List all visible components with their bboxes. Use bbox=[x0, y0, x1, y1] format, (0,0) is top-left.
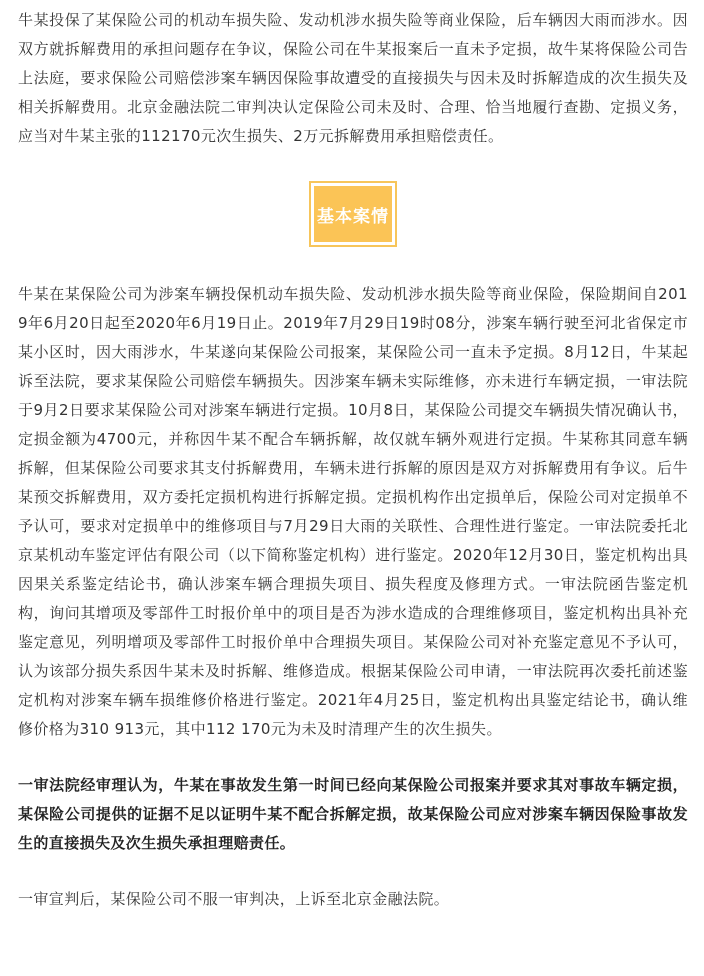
intro-paragraph: 牛某投保了某保险公司的机动车损失险、发动机涉水损失险等商业保险，后车辆因大雨而涉水。因双方就拆解费用的承担问题存在争议，保险公司在牛某报案后一直未予定损，故牛某将保险公司告上法庭，要求保险公司赔偿涉案车辆因保险事故遭受的直接损失与因未及时拆解造成的次生损失及相关拆解费用。北京金融法院二审判决认定保险公司未及时、合理、恰当地履行查勘、定损义务，应当对牛某主张的112170元次生损失、2万元拆解费用承担赔偿责任。 bbox=[18, 11, 688, 145]
section-header bbox=[18, 181, 688, 251]
facts-paragraph: 牛某在某保险公司为涉案车辆投保机动车损失险、发动机涉水损失险等商业保险，保险期间自2019年6月20日起至2020年6月19日止。2019年7月29日19时08分，涉案车辆行驶至河北省保定市某小区时，因大雨涉水，牛某遂向某保险公司报案，某保险公司一直未予定损。8月12日，牛某起诉至法院，要求某保险公司赔偿车辆损失。因涉案车辆未实际维修，亦未进行车辆定损，一审法院于9月2日要求某保险公司对涉案车辆进行定损。10月8日，某保险公司提交车辆损失情况确认书，定损金额为4700元，并称因牛某不配合车辆拆解，故仅就车辆外观进行定损。牛某称其同意车辆拆解，但某保险公司要求其支付拆解费用，车辆未进行拆解的原因是双方对拆解费用有争议。后牛某预交拆解费用，双方委托定损机构进行拆解定损。定损机构作出定损单后，保险公司对定损单不予认可，要求对定损单中的维修项目与7月29日大雨的关联性、合理性进行鉴定。一审法院委托北京某机动车鉴定评估有限公司（以下简称鉴定机构）进行鉴定。2020年12月30日，鉴定机构出具因果关系鉴定结论书，确认涉案车辆合理损失项目、损失程度及修理方式。一审法院函告鉴定机构，询问其增项及零部件工时报价单中的项目是否为涉水造成的合理维修项目，鉴定机构出具补充鉴定意见，列明增项及零部件工时报价单中合理损失项目。某保险公司对补充鉴定意见不予认可，认为该部分损失系因牛某未及时拆解、维修造成。根据某保险公司申请，一审法院再次委托前述鉴定机构对涉案车辆车损维修价格进行鉴定。2021年4月25日，鉴定机构出具鉴定结论书，确认维修价格为310 913元，其中112 170元为未及时清理产生的次生损失。 bbox=[18, 285, 688, 738]
first-instance-paragraph: 一审法院经审理认为，牛某在事故发生第一时间已经向某保险公司报案并要求其对事故车辆定损，某保险公司提供的证据不足以证明牛某不配合拆解定损，故某保险公司应对涉案车辆因保险事故发生的直接损失及次生损失承担理赔责任。 bbox=[18, 776, 688, 852]
section-badge bbox=[309, 181, 397, 247]
article-body bbox=[18, 0, 688, 914]
section-title: 基本案情 bbox=[314, 186, 392, 242]
appeal-paragraph: 一审宣判后，某保险公司不服一审判决，上诉至北京金融法院。 bbox=[18, 890, 450, 908]
